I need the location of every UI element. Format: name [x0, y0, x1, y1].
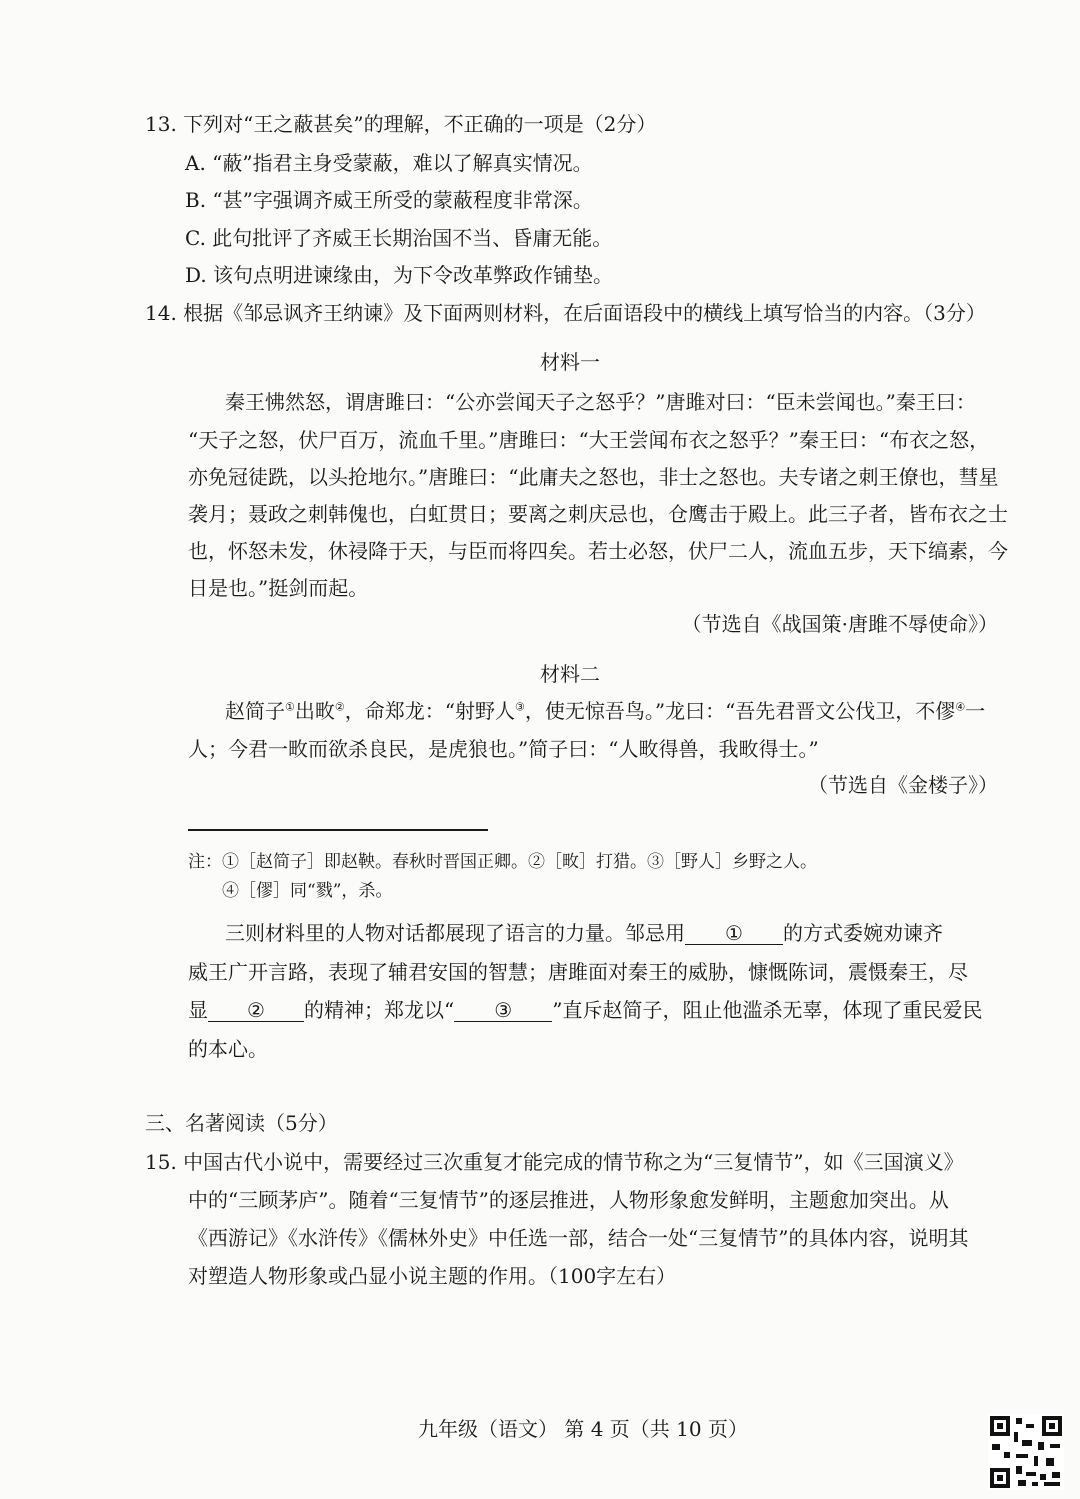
fill-paragraph-line2: 威王广开言路，表现了辅君安国的智慧；唐雎面对秦王的威胁，慷慨陈词，震慑秦王，尽	[188, 960, 968, 984]
material1-line: 秦王怫然怒，谓唐雎曰：“公亦尝闻天子之怒乎？”唐雎对曰：“臣未尝闻也。”秦王曰：	[225, 390, 976, 414]
q13-option-c: C. 此句批评了齐威王长期治国不当、昏庸无能。	[185, 226, 613, 250]
q13-option-b: B. “甚”字强调齐威王所受的蒙蔽程度非常深。	[185, 188, 593, 212]
material2-title: 材料二	[540, 662, 600, 686]
material2-source: （节选自《金楼子》）	[808, 773, 998, 797]
q13-option-d: D. 该句点明进谏缘由，为下令改革弊政作铺垫。	[185, 263, 614, 287]
material1-line: “天子之怒，伏尸百万，流血千里。”唐雎曰：“大王尝闻布衣之怒乎？”秦王曰：“布衣之怒，	[188, 428, 990, 452]
q15-line: 15. 中国古代小说中，需要经过三次重复才能完成的情节称之为“三复情节”，如《三国演义》	[145, 1150, 964, 1174]
q15-line: 对塑造人物形象或凸显小说主题的作用。（100字左右）	[188, 1264, 677, 1288]
q13-option-a: A. “蔽”指君主身受蒙蔽，难以了解真实情况。	[185, 151, 593, 175]
blank-2[interactable]: ②	[208, 999, 304, 1022]
page-footer: 九年级（语文） 第 4 页（共 10 页）	[418, 1417, 748, 1441]
fill-paragraph-line4: 的本心。	[188, 1037, 268, 1061]
blank-1[interactable]: ①	[685, 922, 783, 945]
footnote-divider	[188, 829, 488, 831]
material2-line1: 赵简子①出畋②，命郑龙：“射野人③，使无惊吾鸟。”龙曰：“吾先君晋文公伐卫，不僇④一	[225, 699, 986, 723]
q15-line: 《西游记》《水浒传》《儒林外史》中任选一部，结合一处“三复情节”的具体内容，说明其	[188, 1226, 969, 1250]
material1-line: 日是也。”挺剑而起。	[188, 576, 369, 600]
q13-stem: 13. 下列对“王之蔽甚矣”的理解，不正确的一项是（2分）	[145, 112, 657, 136]
material1-line: 亦免冠徒跣，以头抢地尔。”唐雎曰：“此庸夫之怒也，非士之怒也。夫专诸之刺王僚也，彗星	[188, 465, 999, 489]
q14-stem: 14. 根据《邹忌讽齐王纳谏》及下面两则材料，在后面语段中的横线上填写恰当的内容。（3分）	[145, 301, 986, 325]
notes-line1: 注：①［赵简子］即赵鞅。春秋时晋国正卿。②［畋］打猎。③［野人］乡野之人。	[188, 852, 817, 872]
qr-code-icon	[988, 1414, 1064, 1490]
material1-line: 也，怀怒未发，休祲降于天，与臣而将四矣。若士必怒，伏尸二人，流血五步，天下缟素，今	[188, 539, 1008, 563]
fill-paragraph-line3: 显 ② 的精神；郑龙以“ ③ ”直斥赵简子，阻止他滥杀无辜，体现了重民爱民	[188, 998, 983, 1022]
q15-line: 中的“三顾茅庐”。随着“三复情节”的逐层推进，人物形象愈发鲜明，主题愈加突出。从	[188, 1188, 949, 1212]
material1-source: （节选自《战国策·唐雎不辱使命》）	[681, 612, 998, 636]
notes-line2: ④［僇］同“戮”，杀。	[222, 881, 393, 901]
material1-title: 材料一	[540, 350, 600, 374]
section3-heading: 三、名著阅读（5分）	[145, 1111, 338, 1135]
material2-line2: 人；今君一畋而欲杀良民，是虎狼也。”简子曰：“人畋得兽，我畋得士。”	[188, 737, 819, 761]
fill-paragraph-line1: 三则材料里的人物对话都展现了语言的力量。邹忌用 ① 的方式委婉劝谏齐	[225, 921, 943, 945]
material1-line: 袭月；聂政之刺韩傀也，白虹贯日；要离之刺庆忌也，仓鹰击于殿上。此三子者，皆布衣之士	[188, 502, 1008, 526]
blank-3[interactable]: ③	[454, 999, 552, 1022]
